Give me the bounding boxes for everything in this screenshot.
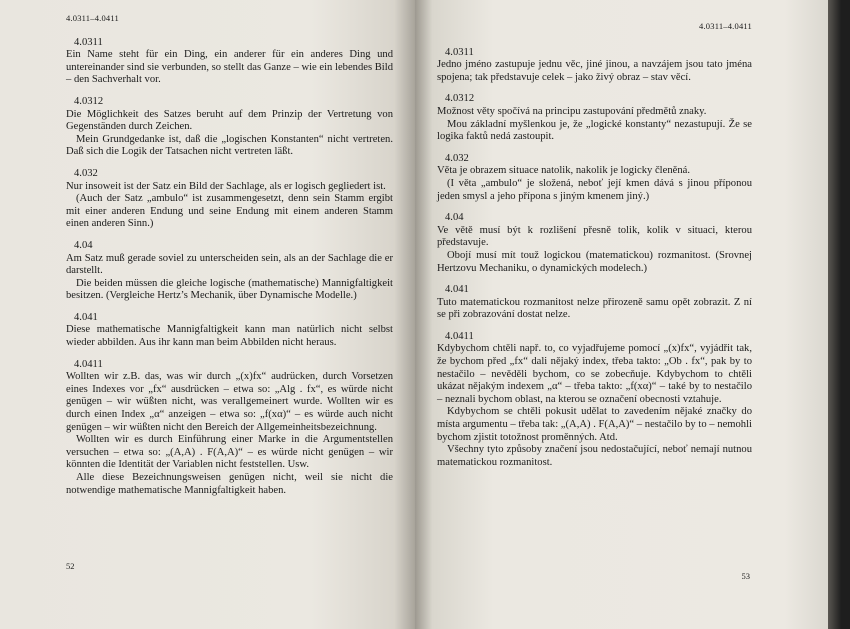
section-number: 4.0312: [445, 93, 475, 105]
section-paragraph: Ve větě musí být k rozlišení přesně tolik, kolik v situaci, kterou představuje.: [437, 224, 752, 249]
page-number-right: 53: [741, 571, 750, 581]
right-page-body: [437, 47, 752, 470]
section-paragraph: Alle diese Bezeichnungsweisen genügen nicht, weil sie nicht die notwendige mathematische Mannigfaltigkeit haben.: [66, 472, 393, 496]
section-number: 4.0411: [74, 358, 103, 370]
section-paragraph: Kdybychom se chtěli pokusit udělat to zavedením nějaké značky do místa argumentu – třeba tak: „(A,A) . F(A,A)“ – nestačilo by to – nemohli bychom zjistit totožnost proměnných. Atd.: [437, 406, 752, 443]
section-number: 4.04: [445, 212, 464, 224]
section-paragraph: Ein Name steht für ein Ding, ein anderer für ein anderes Ding und untereinander sind sie verbunden, so stellt das Ganze – wie ein lebendes Bild – den Sachverhalt vor.: [66, 49, 393, 86]
section-paragraph: Věta je obrazem situace natolik, nakolik je logicky členěná.: [437, 165, 690, 177]
right-page: [415, 0, 850, 629]
section-paragraph: Wollten wir es durch Einführung einer Marke in die Argumentstellen versuchen – etwa so: „(A,A) . F(A,A)“ – es würde nicht genügen – wir könnten die Identität der Variablen nicht feststellen. Usw.: [66, 434, 393, 471]
section-paragraph: Kdybychom chtěli např. to, co vyjadřujeme pomocí „(x)fx“, vyjádřit tak, že bychom před „fx“ dali nějaký index, třeba takto: „Ob . fx“, pak by to nestačilo – nevěděli bychom, co se zobecňuje. Kdybychom to chtěli ukázat nějakým indexem „α“ – třeba takto: „f(xα)“ – také by to nestačilo – neznali bychom oblast, na kterou se označení obecnosti vztahuje.: [437, 343, 752, 405]
section-paragraph: (I věta „ambulo“ je složená, neboť její kmen dává s jinou příponou jeden smysl a jeho přípona s jiným kmenem jiný.): [437, 177, 752, 202]
running-head-left: 4.0311–4.0411: [66, 13, 119, 23]
left-page: [0, 0, 415, 629]
section-number: 4.041: [74, 311, 98, 323]
section-number: 4.0312: [74, 95, 104, 107]
section-paragraph: Mou základní myšlenkou je, že „logické konstanty“ nezastupují. Že se logika faktů nedá zastoupit.: [437, 118, 752, 143]
section-paragraph: Jedno jméno zastupuje jednu věc, jiné jinou, a navzájem jsou tato jména spojena; tak představuje celek – jako živý obraz – stav věcí.: [437, 59, 752, 83]
section-number: 4.0411: [445, 330, 474, 342]
section-number: 4.0311: [74, 36, 103, 48]
section-paragraph: Obojí musí mít touž logickou (matematickou) rozmanitost. (Srovnej Hertzovu Mechaniku, o dynamických modelech.): [437, 249, 752, 274]
section-paragraph: Nur insoweit ist der Satz ein Bild der Sachlage, als er logisch gegliedert ist.: [66, 180, 386, 192]
section-number: 4.041: [445, 284, 469, 296]
section-number: 4.032: [74, 167, 98, 179]
section-paragraph: Am Satz muß gerade soviel zu unterscheiden sein, als an der Sachlage die er darstellt.: [66, 252, 393, 277]
running-head-right: 4.0311–4.0411: [699, 21, 752, 31]
section-number: 4.0311: [445, 46, 474, 58]
section-paragraph: Mein Grundgedanke ist, daß die „logischen Konstanten“ nicht vertreten. Daß sich die Logik der Tatsachen nicht vertreten läßt.: [66, 133, 393, 158]
section-paragraph: Diese mathematische Mannigfaltigkeit kann man natürlich nicht selbst wieder abbilden. Aus ihr kann man beim Abbilden nicht heraus.: [66, 324, 393, 349]
section-number: 4.032: [445, 152, 469, 164]
section-paragraph: Wollten wir z.B. das, was wir durch „(x)fx“ audrücken, durch Vorsetzen eines Indexes vor „fx“ ausdrücken – etwa so: „Alg . fx“, es würde nicht genügen – wir wüßten nicht, was verallgemeinert wurde. Wollten wir es durch einen Index „α“ anzeigen – etwa so: „f(xα)“ – es würde auch nicht genügen – wir wüßten nicht den Bereich der Allgemeinheitsbezeichnung.: [66, 371, 393, 433]
left-page-body: [66, 37, 393, 498]
section-paragraph: Možnost věty spočívá na principu zastupování předmětů znaky.: [437, 105, 707, 117]
page-number-left: 52: [66, 561, 75, 571]
section-paragraph: Tuto matematickou rozmanitost nelze přirozeně samu opět zobrazit. Z ní se při zobrazování dostat nelze.: [437, 296, 752, 321]
section-paragraph: Všechny tyto způsoby značení jsou nedostačující, neboť nemají nutnou matematickou rozmanitost.: [437, 444, 752, 468]
page-edge-shadow: [828, 0, 850, 629]
section-number: 4.04: [74, 239, 93, 251]
section-paragraph: Die beiden müssen die gleiche logische (mathematische) Mannigfaltigkeit besitzen. (Vergleiche Hertz’s Mechanik, über Dynamische Modelle.): [66, 277, 393, 302]
section-paragraph: Die Möglichkeit des Satzes beruht auf dem Prinzip der Vertretung von Gegenständen durch Zeichen.: [66, 108, 393, 133]
section-paragraph: (Auch der Satz „ambulo“ ist zusammengesetzt, denn sein Stamm ergibt mit einer anderen Endung und seine Endung mit einem anderen Stamm einen anderen Sinn.): [66, 193, 393, 230]
